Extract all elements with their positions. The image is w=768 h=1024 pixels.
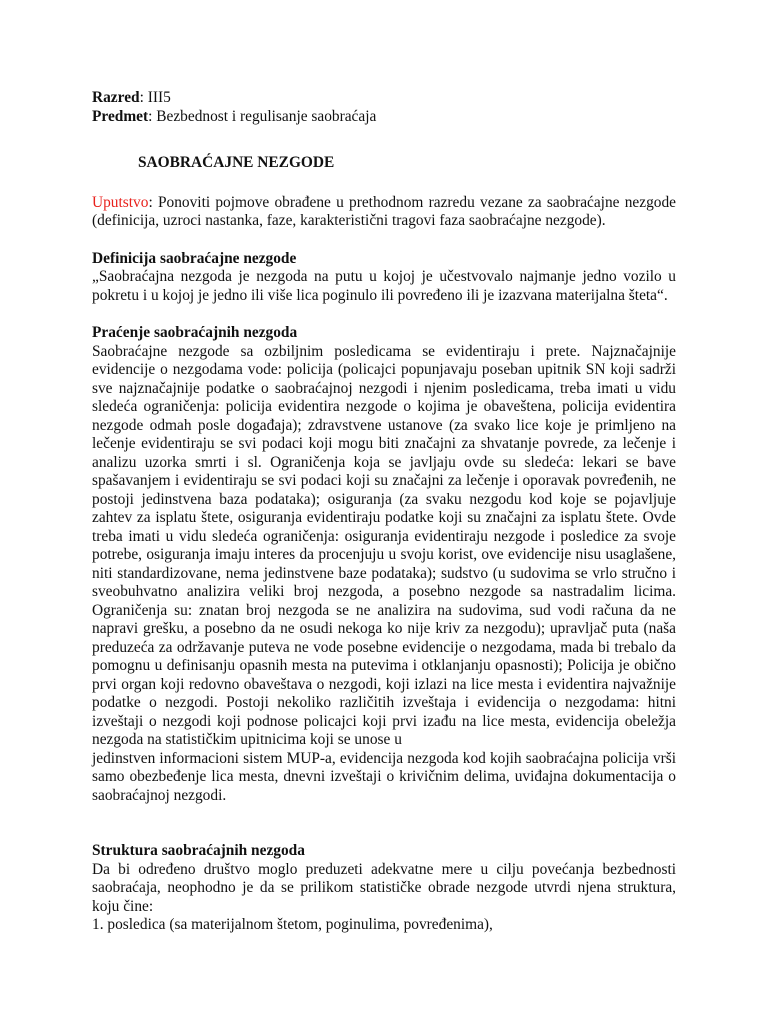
class-line: [92, 89, 676, 108]
instructions-paragraph: [92, 194, 676, 231]
class-value: : III5: [139, 89, 171, 106]
subject-value: : Bezbednost i regulisanje saobraćaja: [148, 107, 377, 125]
subject-line: [92, 108, 676, 127]
structure-heading: Struktura saobraćajnih nezgoda: [92, 842, 305, 859]
subject-label: Predmet: [92, 107, 149, 125]
tracking-text-continued: jedinstven informacioni sistem MUP-a, evidencija nezgoda kod kojih saobraćajna policija vrši samo obezbeđenje lica mesta, dnevni izveštaji o krivičnim delima, uviđajna dokumentacija o saobraćajnoj nezgodi.: [92, 749, 676, 804]
definition-section: [92, 250, 676, 306]
instructions-label: Uputstvo: [92, 193, 149, 211]
structure-section: [92, 842, 676, 935]
class-label: Razred: [92, 89, 140, 106]
definition-heading: Definicija saobraćajne nezgode: [92, 249, 297, 267]
structure-list-item: 1. posledica (sa materijalnom štetom, poginulima, povređenima),: [92, 916, 493, 933]
structure-text: Da bi određeno društvo moglo preduzeti adekvatne mere u cilju povećanja bezbednosti saobraćaja, neophodno je da se prilikom statističke obrade nezgode utvrdi njena struktura, koju čine:: [92, 860, 676, 915]
document-page: [92, 89, 676, 935]
document-title: SAOBRAĆAJNE NEZGODE: [138, 154, 335, 171]
tracking-section: [92, 324, 676, 805]
instructions-text: : Ponoviti pojmove obrađene u prethodnom razredu vezane za saobraćajne nezgode (definicija, uzroci nastanka, faze, karakteristični tragovi faza saobraćajne nezgode).: [92, 193, 676, 229]
tracking-text: Saobraćajne nezgode sa ozbiljnim posledicama se evidentiraju i prete. Najznačajnije evidencije o nezgodama vode: policija (policajci popunjavaju poseban upitnik SN koji sadrži sve najznačajnije podatke o saobraćajnoj nezgodi i njenim posledicama, treba imati u vidu sledeća ograničenja: policija evidentira nezgode o kojima je obaveštena, policija evidentira nezgode odmah posle događaja); zdravstvene ustanove (za svako lice koje je primljeno na lečenje evidentiraju se svi podaci koji mogu biti značajni za shvatanje povrede, za lečenje i analizu uzorka smrti i sl. Ograničenja koja se javljaju ovde su sledeća: lekari se bave spašavanjem i evidentiraju se svi podaci koji su značajni za lečenje i oporavak povređenih, ne postoji jedinstvena baza podataka); osiguranja (za svaku nezgodu kod koje se pojavljuje zahtev za isplatu štete, osiguranja evidentiraju podatke koji su značajni za isplatu štete. Ovde treba imati u vidu sledeća ograničenja: osiguranja evidentiraju nezgode i posledice za svoje potrebe, osiguranja imaju interes da procenjuju u svoju korist, ove evidencije nisu usaglašene, niti standardizovane, nema jedinstvene baze podataka); sudstvo (u sudovima se vrlo stručno i sveobuhvatno analizira veliki broj nezgoda, a posebno nezgode sa nastradalim licima. Ograničenja su: znatan broj nezgoda se ne analizira na sudovima, sud vodi računa da ne napravi grešku, a posebno da ne osudi nekoga ko nije kriv za nezgodu); upravljač puta (naša preduzeća za održavanje puteva ne vode posebne evidencije o nezgodama, mada bi trebalo da pomognu u definisanju opasnih mesta na putevima i otklanjanju opasnosti); Policija je obično prvi organ koji redovno obaveštava o nezgodi, koji izlazi na lice mesta i evidentira najvažnije podatke o nezgodi. Postoji nekoliko različitih izveštaja i evidencija o nezgodama: hitni izveštaji o nezgodi koji podnose policajci koji prvi izađu na lice mesta, evidencija obeležja nezgoda na statističkim upitnicima koji se unose u: [92, 342, 676, 748]
definition-text: „Saobraćajna nezgoda je nezgoda na putu u kojoj je učestvovalo najmanje jedno vozilo u pokretu i u kojoj je jedno ili više lica poginulo ili povređeno ili je izazvana materijalna šteta“.: [92, 268, 676, 304]
tracking-heading: Praćenje saobraćajnih nezgoda: [92, 324, 298, 341]
